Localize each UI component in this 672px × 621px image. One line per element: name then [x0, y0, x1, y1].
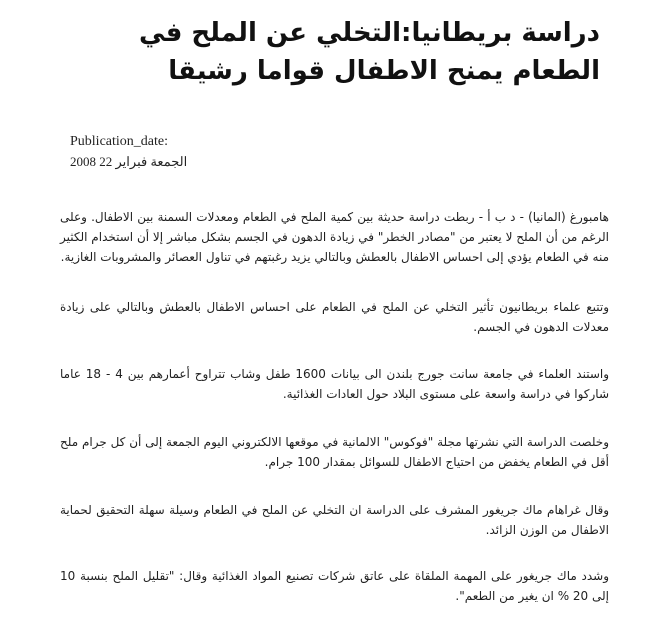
- publication-date-label: Publication_date:: [70, 134, 168, 149]
- article-paragraph: وخلصت الدراسة التي نشرتها مجلة "فوكوس" الالمانية في موقعها الالكتروني اليوم الجمعة إلى أن كل جرام ملح أقل في الطعام يخفض من احتياج الاطفال للسوائل بمقدار 100 جرام.: [60, 435, 609, 469]
- article-paragraph: وتتبع علماء بريطانيون تأثير التخلي عن الملح في الطعام على احساس الاطفال بالعطش وبالتالي على زيادة معدلات الدهون في الجسم.: [60, 300, 609, 334]
- article-paragraph: وشدد ماك جريغور على المهمة الملقاة على عاتق شركات تصنيع المواد الغذائية وقال: "تقليل الملح بنسبة 10 إلى 20 % ان يغير من الطعم".: [60, 569, 609, 603]
- article-title: دراسة بريطانيا:التخلي عن الملح في الطعام يمنح الاطفال قواما رشيقا: [139, 18, 600, 86]
- article-paragraph: هامبورغ (المانيا) - د ب أ - ربطت دراسة حديثة بين كمية الملح في الطعام ومعدلات السمنة بين الاطفال. وعلى الرغم من أن الملح لا يعتبر من "مصادر الخطر" في زيادة الدهون في الجسم بشكل مباشر إلا أن استخدام الكثير منه في الطعام يؤدي إلى احساس الاطفال بالعطش وبالتالي يزيد رغبتهم في تناول العصائر والمشروبات الغازية.: [60, 210, 609, 264]
- article-paragraph: وقال غراهام ماك جريغور المشرف على الدراسة ان التخلي عن الملح في الطعام وسيلة سهلة التحقيق لحماية الاطفال من الوزن الزائد.: [60, 503, 609, 537]
- publication-date-value: الجمعة فبراير 22 2008: [70, 154, 188, 169]
- article-paragraph: واستند العلماء في جامعة سانت جورج بلندن الى بيانات 1600 طفل وشاب تتراوح أعمارهم بين 4 - 18 عاما شاركوا في دراسة واسعة على مستوى البلاد حول العادات الغذائية.: [60, 367, 609, 401]
